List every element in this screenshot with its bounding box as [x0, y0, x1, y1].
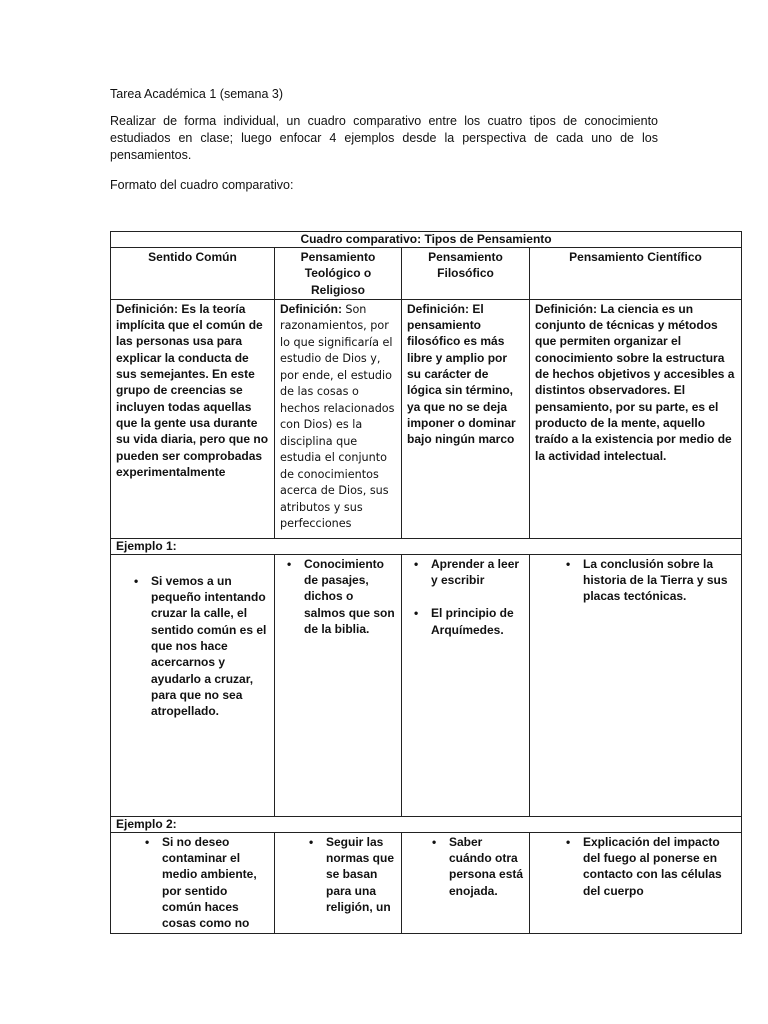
example-1-sentido-comun	[111, 554, 275, 816]
list-item: • La conclusión sobre la historia de la Tierra y sus placas tectónicas.	[583, 556, 736, 605]
example-1-filosofico	[402, 554, 530, 816]
list-item: • Si vemos a un pequeño intentando cruzar la calle, el sentido común es el que nos hace acercarnos y ayudarlo a cruzar, para que no sea atropellado.	[151, 573, 269, 720]
definition-teologico-label: Definición:	[280, 301, 342, 316]
list-item: • Saber cuándo otra persona está enojada.	[449, 834, 524, 899]
header-cientifico: Pensamiento Científico	[530, 248, 742, 300]
example-1-label: Ejemplo 1:	[111, 538, 742, 554]
example-2-filosofico	[402, 832, 530, 933]
format-label: Formato del cuadro comparativo:	[110, 178, 294, 192]
definition-cientifico: Definición: La ciencia es un conjunto de técnicas y métodos que permiten organizar el conocimiento sobre la estructura de hechos objetivos y accesibles a distintos observadores. El pensamiento, por su parte, es el producto de la mente, aquello traído a la existencia por medio de la actividad intelectual.	[530, 299, 742, 538]
list-item: • Si no deseo contaminar el medio ambiente, por sentido común haces cosas como no	[162, 834, 269, 932]
list-item: • Aprender a leer y escribir	[431, 556, 524, 589]
assignment-instructions: Realizar de forma individual, un cuadro comparativo entre los cuatro tipos de conocimiento estudiados en clase; luego enfocar 4 ejemplos desde la perspectiva de cada uno de los pensamientos.	[110, 114, 658, 162]
definition-teologico-text: Son razonamientos, por lo que significaría el estudio de Dios y, por ende, el estudio de las cosas o hechos relacionados con Dios) es la disciplina que estudia el conjunto de conocimientos acerca de Dios, sus atributos y sus perfecciones	[280, 302, 395, 531]
header-sentido-comun: Sentido Común	[111, 248, 275, 300]
example-1-cientifico	[530, 554, 742, 816]
comparison-table	[110, 231, 742, 934]
list-item: • Conocimiento de pasajes, dichos o salmos que son de la biblia.	[304, 556, 396, 637]
header-teologico: Pensamiento Teológico o Religioso	[275, 248, 402, 300]
example-2-teologico	[275, 832, 402, 933]
definition-filosofico: Definición: El pensamiento filosófico es más libre y amplio por su carácter de lógica sin término, ya que no se deja imponer o dominar bajo ningún marco	[402, 299, 530, 538]
definition-teologico	[275, 299, 402, 538]
list-item: • El principio de Arquímedes.	[431, 605, 524, 638]
definition-sentido-comun: Definición: Es la teoría implícita que el común de las personas usa para explicar la conducta de sus semejantes. En este grupo de creencias se incluyen todas aquellas que la gente usa durante su vida diaria, pero que no pueden ser comprobadas experimentalmente	[111, 299, 275, 538]
example-2-label: Ejemplo 2:	[111, 816, 742, 832]
list-item: • Explicación del impacto del fuego al ponerse en contacto con las células del cuerpo	[583, 834, 736, 899]
list-item: • Seguir las normas que se basan para una religión, un	[326, 834, 396, 915]
example-2-sentido-comun	[111, 832, 275, 933]
assignment-title: Tarea Académica 1 (semana 3)	[110, 87, 284, 101]
example-2-cientifico	[530, 832, 742, 933]
header-filosofico: Pensamiento Filosófico	[402, 248, 530, 300]
example-1-teologico	[275, 554, 402, 816]
table-title: Cuadro comparativo: Tipos de Pensamiento	[111, 232, 742, 248]
